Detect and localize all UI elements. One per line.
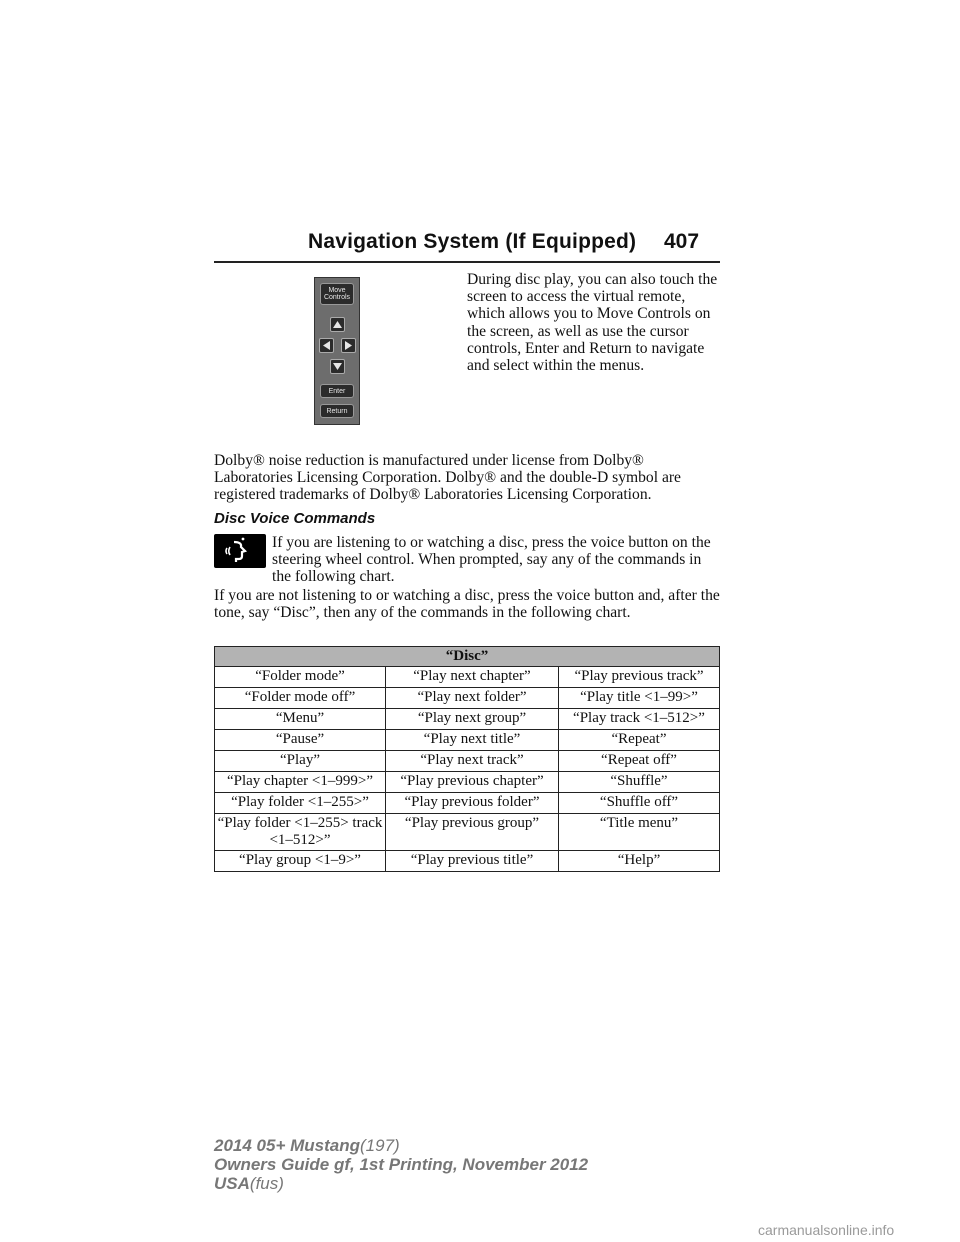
table-row xyxy=(215,688,720,709)
table-cell: “Play previous group” xyxy=(386,814,559,851)
table-row xyxy=(215,709,720,730)
table-cell: “Folder mode off” xyxy=(215,688,386,709)
enter-button xyxy=(320,384,354,398)
table-row xyxy=(215,730,720,751)
virtual-remote-image xyxy=(314,277,360,425)
table-cell: “Play title <1–99>” xyxy=(559,688,720,709)
voice-instructions: If you are listening to or watching a disc, press the voice button on the steering wheel control. When prompted, say any of the commands in the following chart. xyxy=(272,534,711,586)
print-footer xyxy=(214,1136,588,1193)
watermark: carmanualsonline.info xyxy=(758,1222,895,1238)
footer-code: (197) xyxy=(360,1136,400,1155)
page-title: Navigation System (If Equipped) xyxy=(308,230,637,253)
table-cell: “Play previous title” xyxy=(386,851,559,872)
table-cell: “Play” xyxy=(215,751,386,772)
return-button xyxy=(320,404,354,418)
table-cell: “Play previous track” xyxy=(559,667,720,688)
return-label: Return xyxy=(326,407,348,415)
footer-line-2: Owners Guide gf, 1st Printing, November 2012 xyxy=(214,1155,589,1174)
arrow-up-icon xyxy=(330,317,345,332)
table-cell: “Repeat off” xyxy=(559,751,720,772)
arrow-down-icon xyxy=(330,359,345,374)
table-cell: “Play previous folder” xyxy=(386,793,559,814)
controls-label: Controls xyxy=(323,294,351,301)
table-cell: “Play next track” xyxy=(386,751,559,772)
footer-market-code: (fus) xyxy=(249,1174,284,1193)
table-cell: “Play next title” xyxy=(386,730,559,751)
table-cell: “Menu” xyxy=(215,709,386,730)
table-cell: “Play next folder” xyxy=(386,688,559,709)
arrow-right-icon xyxy=(341,338,356,353)
table-cell: “Play group <1–9>” xyxy=(215,851,386,872)
header-rule xyxy=(214,261,720,263)
table-cell: “Pause” xyxy=(215,730,386,751)
table-cell: “Folder mode” xyxy=(215,667,386,688)
footer-model: 2014 05+ Mustang xyxy=(214,1136,360,1155)
dolby-paragraph: Dolby® noise reduction is manufactured under license from Dolby® Laboratories Licensing Corporation. Dolby® and the double-D symbol are registered trademarks of Dolby® Laboratories Licensing Corporation. xyxy=(214,452,681,504)
table-cell: “Play previous chapter” xyxy=(386,772,559,793)
footer-line-3 xyxy=(214,1174,588,1193)
table-cell: “Play folder <1–255>” xyxy=(215,793,386,814)
table-cell: “Play chapter <1–999>” xyxy=(215,772,386,793)
section-heading: Disc Voice Commands xyxy=(214,510,376,527)
table-row xyxy=(215,751,720,772)
footer-line-1 xyxy=(214,1136,588,1155)
move-controls-button xyxy=(320,283,354,305)
arrow-left-icon xyxy=(319,338,334,353)
table-cell: “Help” xyxy=(559,851,720,872)
not-listening-paragraph: If you are not listening to or watching a disc, press the voice button and, after the tone, say “Disc”, then any of the commands in the following chart. xyxy=(214,587,720,622)
voice-button-icon xyxy=(214,534,266,568)
table-row xyxy=(215,851,720,872)
disc-commands-table xyxy=(214,646,720,872)
table-row xyxy=(215,814,720,851)
footer-market: USA xyxy=(214,1174,250,1193)
table-cell: “Title menu” xyxy=(559,814,720,851)
intro-paragraph: During disc play, you can also touch the screen to access the virtual remote, which allows you to Move Controls on the screen, as well as use the cursor controls, Enter and Return to navigate and select within the menus. xyxy=(467,271,718,375)
table-cell: “Shuffle off” xyxy=(559,793,720,814)
table-cell: “Play folder <1–255> track <1–512>” xyxy=(215,814,386,851)
table-header: “Disc” xyxy=(215,647,720,667)
table-cell: “Play next chapter” xyxy=(386,667,559,688)
table-cell: “Repeat” xyxy=(559,730,720,751)
move-label: Move xyxy=(328,287,346,294)
table-cell: “Play track <1–512>” xyxy=(559,709,720,730)
table-row xyxy=(215,772,720,793)
page-number: 407 xyxy=(664,230,700,253)
table-cell: “Shuffle” xyxy=(559,772,720,793)
enter-label: Enter xyxy=(328,387,346,395)
table-row xyxy=(215,667,720,688)
table-row xyxy=(215,793,720,814)
table-cell: “Play next group” xyxy=(386,709,559,730)
